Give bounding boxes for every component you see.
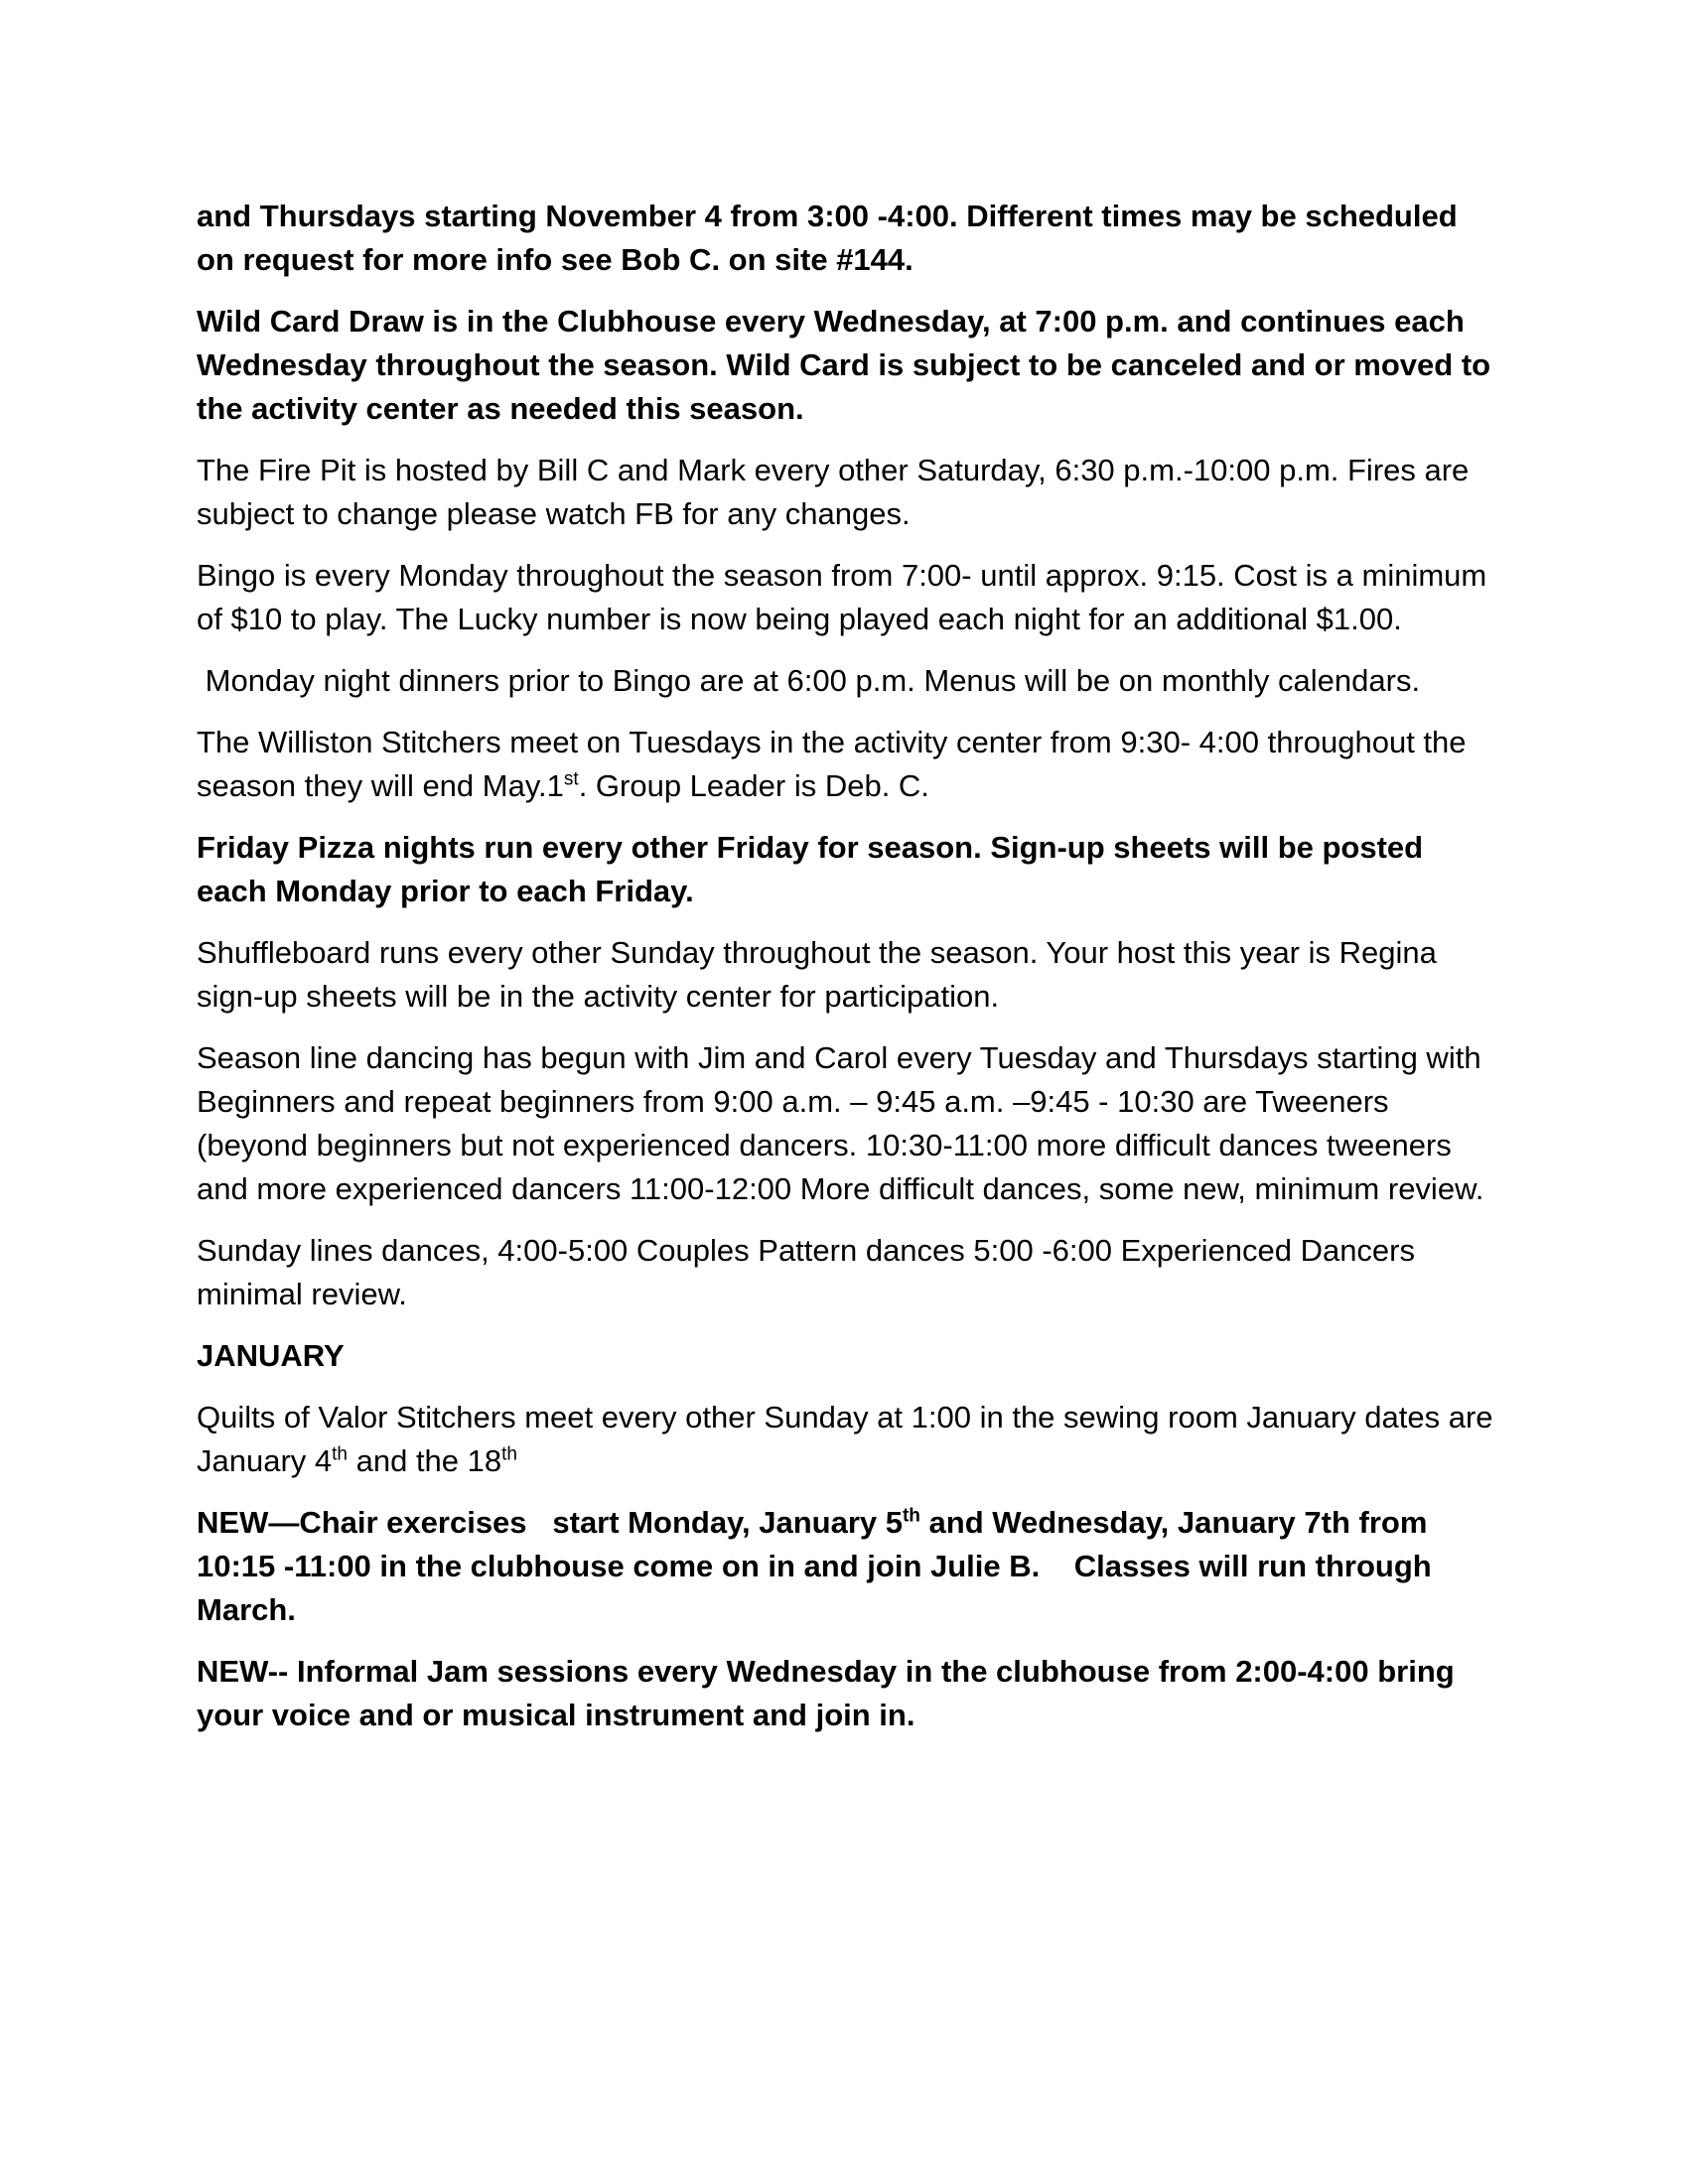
quilts-superscript-2: th <box>501 1443 517 1465</box>
paragraph-friday-pizza: Friday Pizza nights run every other Friday for season. Sign-up sheets will be posted each Monday prior to each Friday. <box>197 830 1424 908</box>
stitchers-text-b: . Group Leader is Deb. C. <box>578 768 929 803</box>
heading-january: JANUARY <box>197 1338 345 1373</box>
quilts-text-b: and the 18 <box>348 1443 502 1478</box>
stitchers-text-a: The Williston Stitchers meet on Tuesdays in the activity center from 9:30- 4:00 throughout the season they will end May.1 <box>197 725 1467 803</box>
paragraph-fire-pit: The Fire Pit is hosted by Bill C and Mark every other Saturday, 6:30 p.m.-10:00 p.m. Fires are subject to change please watch FB for any changes. <box>197 453 1470 531</box>
paragraph-monday-dinners <box>197 659 1497 703</box>
paragraph-wild-card-draw: Wild Card Draw is in the Clubhouse every Wednesday, at 7:00 p.m. and continues each Wednesday throughout the season. Wild Card is subject to be canceled and or moved to the activity center as needed this season. <box>197 304 1491 426</box>
quilts-text-a: Quilts of Valor Stitchers meet every other Sunday at 1:00 in the sewing room January dates are January 4 <box>197 1400 1493 1478</box>
quilts-superscript-1: th <box>332 1443 348 1465</box>
paragraph-shuffleboard: Shuffleboard runs every other Sunday throughout the season. Your host this year is Regina sign-up sheets will be in the activity center for participation. <box>197 935 1437 1014</box>
paragraph-thursday-schedule: and Thursdays starting November 4 from 3:00 -4:00. Different times may be scheduled on request for more info see Bob C. on site #144. <box>197 199 1458 277</box>
paragraph-sunday-dances: Sunday lines dances, 4:00-5:00 Couples Pattern dances 5:00 -6:00 Experienced Dancers minimal review. <box>197 1233 1415 1311</box>
document-page <box>197 195 1497 1755</box>
monday-dinners-text: Monday night dinners prior to Bingo are at 6:00 p.m. Menus will be on monthly calendars. <box>197 663 1421 698</box>
paragraph-chair-exercises <box>197 1501 1497 1632</box>
chair-text-a: NEW—Chair exercises start Monday, January 5 <box>197 1505 903 1540</box>
paragraph-line-dancing: Season line dancing has begun with Jim and Carol every Tuesday and Thursdays starting with Beginners and repeat beginners from 9:00 a.m. – 9:45 a.m. –9:45 - 10:30 are Tweeners (beyond beginners but not experienced dancers. 10:30-11:00 more difficult dances tweeners and more experienced dancers 11:00-12:00 More difficult dances, some new, minimum review. <box>197 1040 1484 1206</box>
paragraph-quilts-of-valor <box>197 1396 1497 1483</box>
chair-superscript: th <box>902 1505 920 1527</box>
paragraph-jam-sessions: NEW-- Informal Jam sessions every Wednesday in the clubhouse from 2:00-4:00 bring your voice and or musical instrument and join in. <box>197 1654 1455 1732</box>
chair-text-b: and Wednesday, January 7th from 10:15 -11:00 in the clubhouse come on in and join Julie B. Classes will run through March. <box>197 1505 1441 1627</box>
stitchers-superscript: st <box>563 768 579 790</box>
paragraph-bingo: Bingo is every Monday throughout the season from 7:00- until approx. 9:15. Cost is a minimum of $10 to play. The Lucky number is now being played each night for an additional $1.00. <box>197 558 1487 636</box>
paragraph-williston-stitchers <box>197 721 1497 808</box>
